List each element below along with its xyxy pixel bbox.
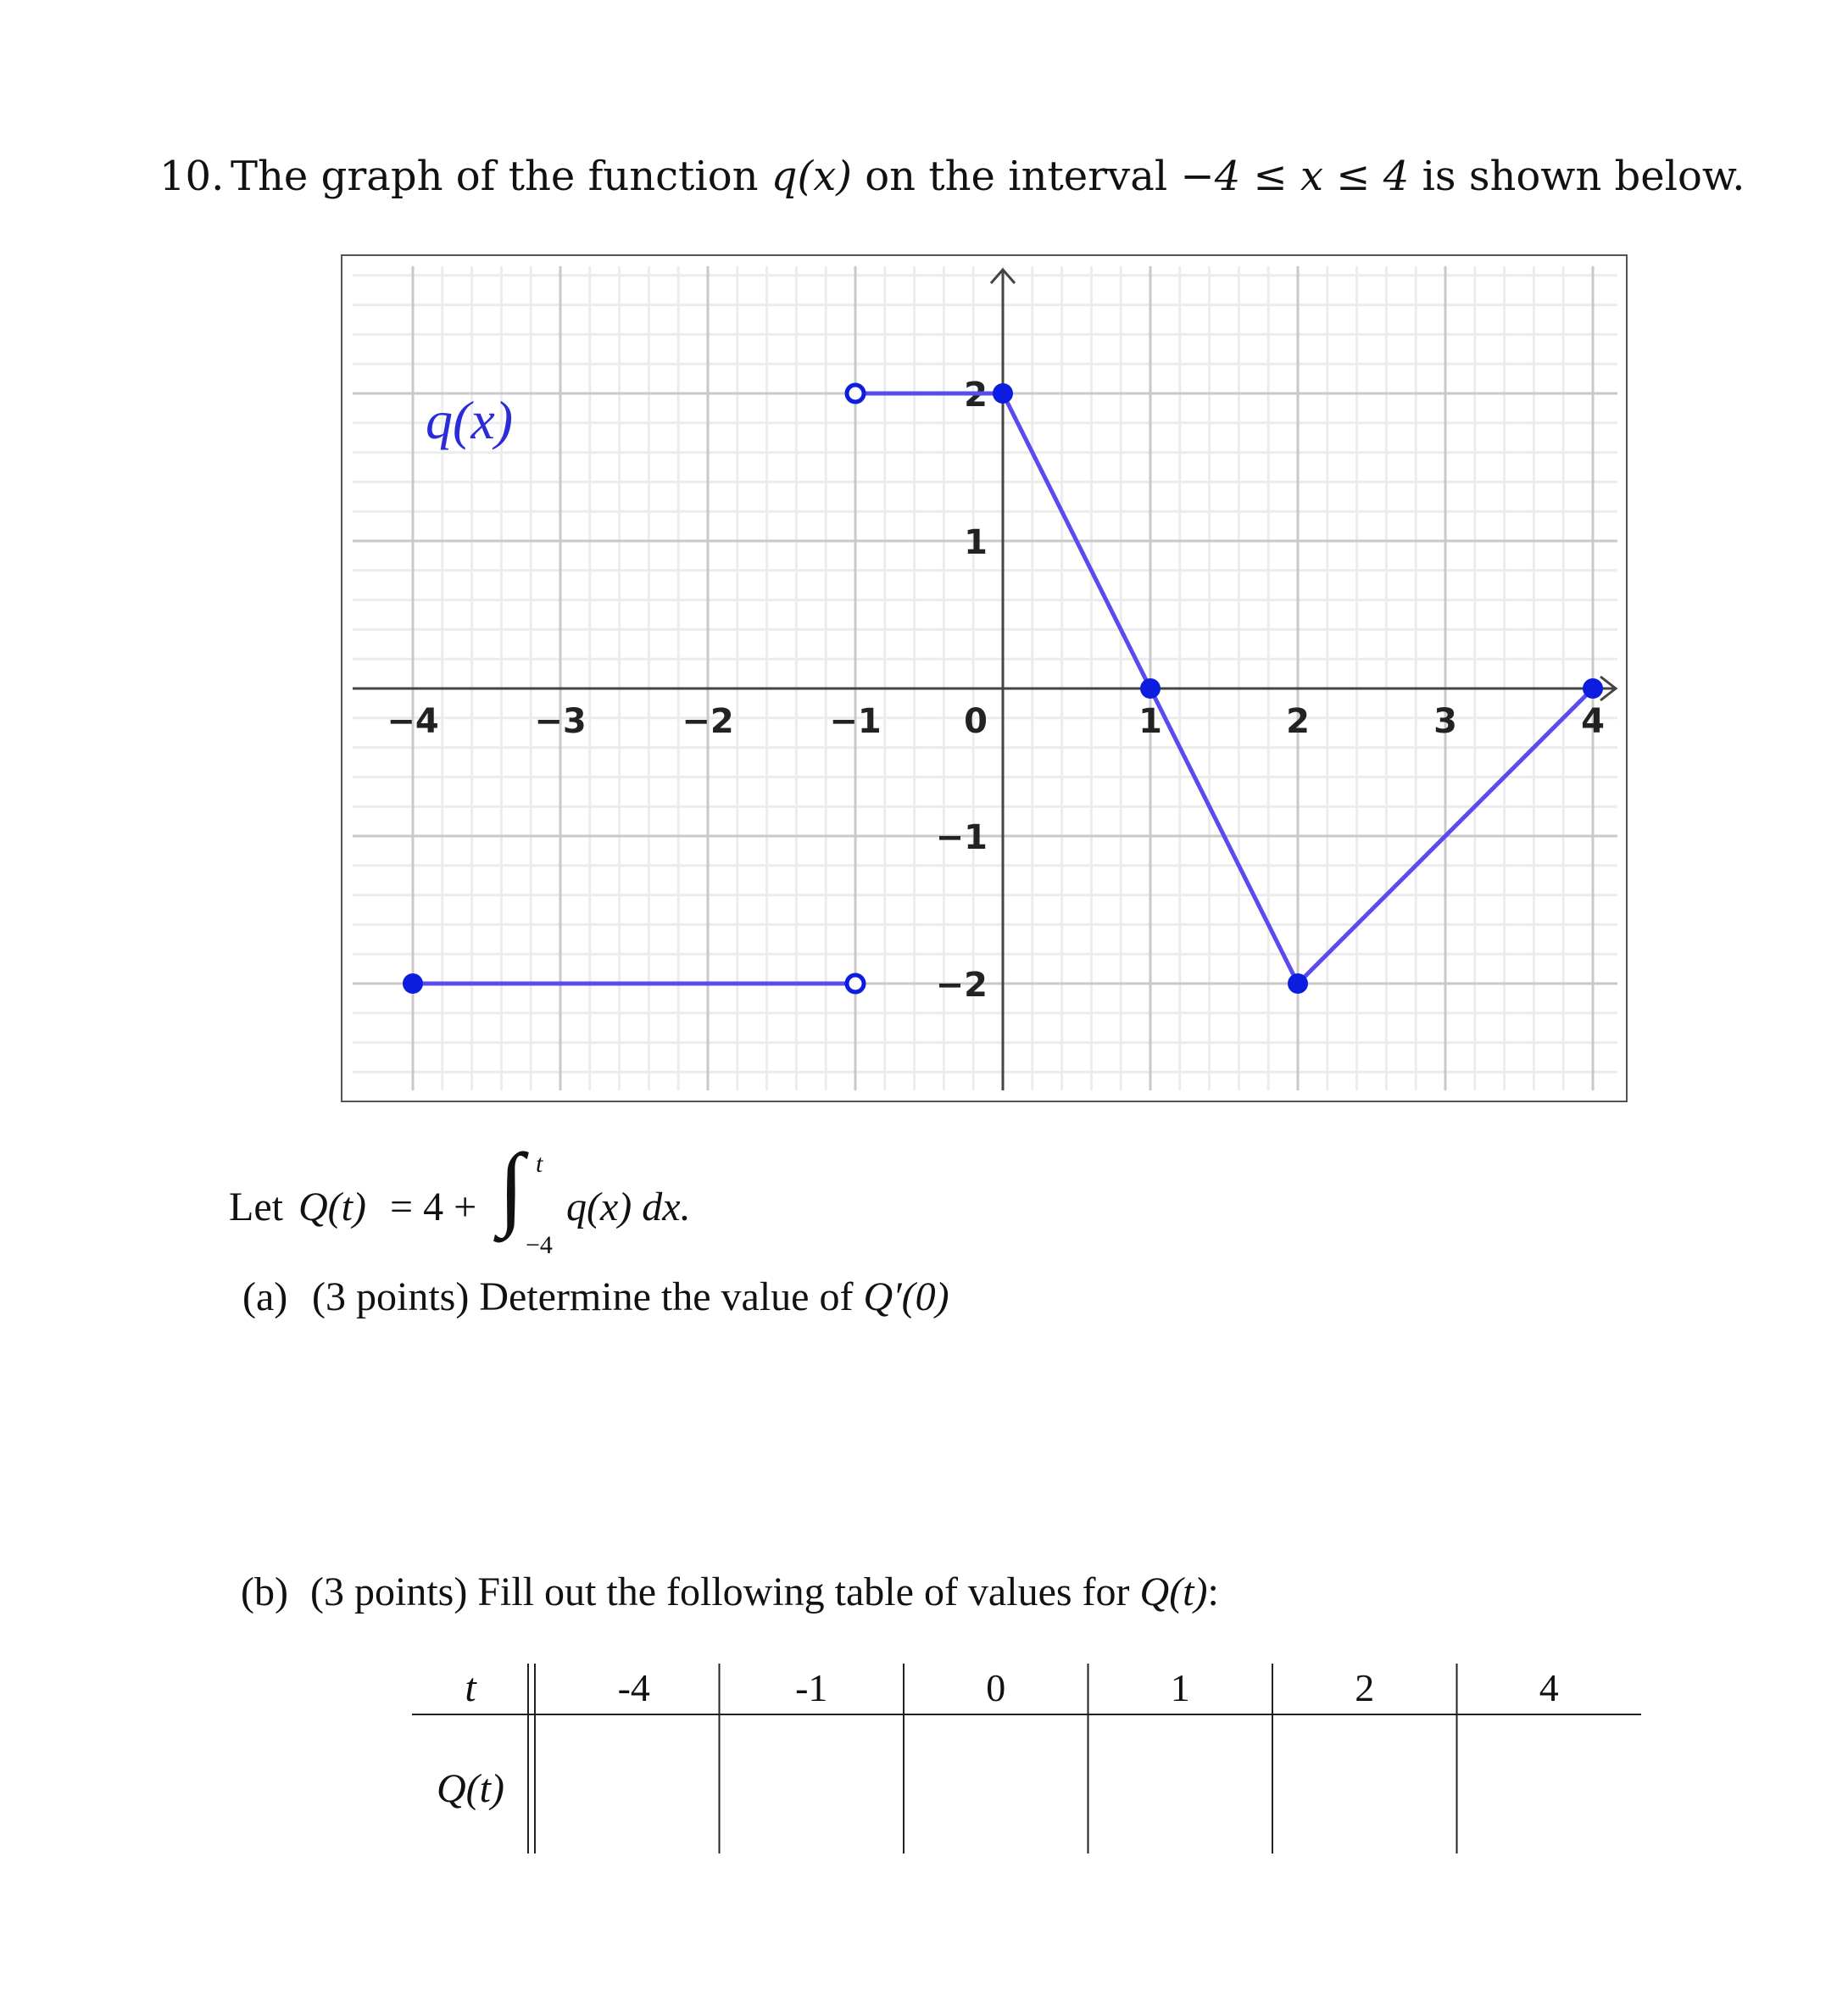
y-tick-label: 2	[964, 376, 988, 415]
y-tick-label: −2	[935, 966, 988, 1005]
part-a-label: (a)	[242, 1274, 288, 1319]
part-b-label: (b)	[241, 1569, 288, 1614]
part-b-points: (3 points)	[310, 1569, 468, 1614]
integrand: q(x) dx.	[566, 1185, 691, 1229]
x-tick-label: −4	[387, 702, 439, 741]
definition-lhs: Q(t)	[298, 1185, 366, 1229]
y-tick-label: 1	[964, 523, 988, 562]
table-t-value: -4	[617, 1666, 650, 1709]
table-t-value: 4	[1539, 1666, 1559, 1709]
table-t-value: -1	[795, 1666, 828, 1709]
table-t-value: 0	[986, 1666, 1006, 1709]
question-text-before: The graph of the function	[231, 153, 771, 200]
part-a-expr: Q′(0)	[863, 1274, 949, 1319]
integral-upper-limit: t	[536, 1150, 543, 1178]
part-a-text: Determine the value of	[469, 1274, 864, 1319]
table-lines	[412, 1664, 1641, 1853]
part-b-expr: Q(t)	[1139, 1569, 1208, 1614]
table-t-value: 2	[1355, 1666, 1375, 1709]
part-a-points: (3 points)	[312, 1274, 470, 1319]
integral-sign: ∫	[498, 1134, 525, 1238]
table-t-value: 1	[1170, 1666, 1190, 1709]
definition-let: Let	[229, 1185, 283, 1229]
x-tick-label: 4	[1581, 702, 1605, 741]
x-tick-label: −2	[682, 702, 734, 741]
question-number: 10.	[159, 153, 225, 200]
y-tick-label: −1	[935, 818, 988, 857]
x-tick-label: −3	[534, 702, 587, 741]
question-text-after: is shown below.	[1409, 153, 1745, 200]
part-b-text: Fill out the following table of values for	[467, 1569, 1140, 1614]
x-tick-label: −1	[829, 702, 882, 741]
x-tick-label: 0	[964, 702, 988, 741]
part-b-colon: :	[1207, 1569, 1219, 1614]
question-function: q(x)	[771, 153, 853, 200]
question-text-mid: on the interval	[852, 153, 1181, 200]
question-interval: −4 ≤ x ≤ 4	[1180, 153, 1410, 200]
definition-eq: = 4 +	[380, 1185, 487, 1229]
x-tick-label: 2	[1286, 702, 1310, 741]
x-tick-label: 1	[1138, 702, 1162, 741]
table-header-t: t	[465, 1665, 476, 1710]
x-tick-label: 3	[1433, 702, 1457, 741]
integral-lower-limit: −4	[526, 1231, 553, 1259]
function-label: q(x)	[426, 390, 514, 450]
table-header-Q: Q(t)	[437, 1766, 504, 1811]
